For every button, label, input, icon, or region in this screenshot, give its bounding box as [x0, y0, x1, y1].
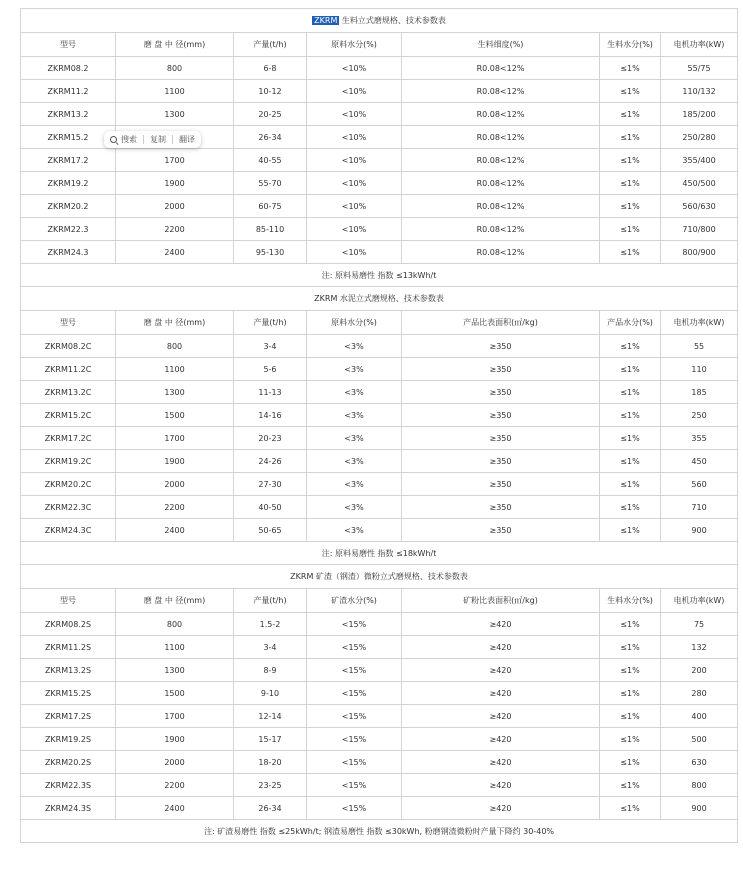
- table-cell: 1700: [116, 149, 234, 172]
- table-cell: ZKRM19.2C: [21, 450, 116, 473]
- table-cell: ZKRM24.3C: [21, 519, 116, 542]
- table-cell: 110/132: [661, 80, 738, 103]
- table-cell: ≤1%: [600, 218, 661, 241]
- table-row: [21, 450, 738, 473]
- table-cell: 800/900: [661, 241, 738, 264]
- table-cell: ≥420: [402, 705, 600, 728]
- table-cell: 800: [116, 335, 234, 358]
- table-cell: 26-34: [234, 797, 307, 820]
- column-header: 型号: [21, 33, 116, 57]
- table-cell: ZKRM11.2: [21, 80, 116, 103]
- table-cell: <10%: [307, 172, 402, 195]
- table-cell: <10%: [307, 218, 402, 241]
- table-cell: ≥350: [402, 358, 600, 381]
- table-row: [21, 613, 738, 636]
- table-cell: ≤1%: [600, 172, 661, 195]
- table-cell: 280: [661, 682, 738, 705]
- table-cell: ≥350: [402, 427, 600, 450]
- table-cell: ≤1%: [600, 519, 661, 542]
- cement-table-note: 注: 原料易磨性 指数 ≤18kWh/t: [21, 542, 738, 565]
- column-header: 磨 盘 中 径(mm): [116, 311, 234, 335]
- table-row: [21, 381, 738, 404]
- table-cell: 1300: [116, 103, 234, 126]
- table-cell: 60-75: [234, 195, 307, 218]
- table-cell: <10%: [307, 149, 402, 172]
- table-row: [21, 473, 738, 496]
- table-cell: 560/630: [661, 195, 738, 218]
- table-cell: 450/500: [661, 172, 738, 195]
- slag-table-note: 注: 矿渣易磨性 指数 ≤25kWh/t; 钢渣易磨性 指数 ≤30kWh, 粉磨钢渣微粉时产量下降约 30-40%: [21, 820, 738, 843]
- table-cell: ≤1%: [600, 682, 661, 705]
- table-cell: 1500: [116, 682, 234, 705]
- table-cell: ≤1%: [600, 728, 661, 751]
- table-cell: ZKRM22.3: [21, 218, 116, 241]
- table-cell: ≥420: [402, 774, 600, 797]
- popup-search-label: 搜索: [121, 135, 137, 144]
- table-cell: ≤1%: [600, 774, 661, 797]
- table-cell: ZKRM13.2: [21, 103, 116, 126]
- table-row: [21, 80, 738, 103]
- table-row: [21, 519, 738, 542]
- table-cell: 1700: [116, 705, 234, 728]
- cement-table-title: ZKRM 水泥立式磨规格、技术参数表: [21, 287, 738, 311]
- table-cell: ≤1%: [600, 751, 661, 774]
- table-cell: 355: [661, 427, 738, 450]
- table-cell: <15%: [307, 774, 402, 797]
- table-cell: 23-25: [234, 774, 307, 797]
- table-cell: 12-14: [234, 705, 307, 728]
- table-row: [21, 57, 738, 80]
- table-cell: 1700: [116, 427, 234, 450]
- column-header: 磨 盘 中 径(mm): [116, 589, 234, 613]
- popup-search-button[interactable]: [110, 134, 137, 145]
- table-cell: ZKRM20.2C: [21, 473, 116, 496]
- table-cell: 55/75: [661, 57, 738, 80]
- column-header: 电机功率(kW): [661, 589, 738, 613]
- table-cell: ≤1%: [600, 659, 661, 682]
- table-cell: R0.08<12%: [402, 57, 600, 80]
- table-cell: 1500: [116, 404, 234, 427]
- table-cell: <15%: [307, 797, 402, 820]
- table-cell: 500: [661, 728, 738, 751]
- table-cell: ZKRM08.2C: [21, 335, 116, 358]
- table-cell: ≥350: [402, 404, 600, 427]
- table-row: [21, 358, 738, 381]
- table-cell: ZKRM13.2C: [21, 381, 116, 404]
- table-cell: R0.08<12%: [402, 172, 600, 195]
- selected-text-highlight: ZKRM: [314, 16, 338, 25]
- table-cell: 10-12: [234, 80, 307, 103]
- table-cell: 185/200: [661, 103, 738, 126]
- table-cell: ≤1%: [600, 149, 661, 172]
- column-header: 电机功率(kW): [661, 33, 738, 57]
- table-cell: 95-130: [234, 241, 307, 264]
- table-cell: <10%: [307, 80, 402, 103]
- table-cell: R0.08<12%: [402, 80, 600, 103]
- table-cell: ≤1%: [600, 335, 661, 358]
- table-cell: 20-25: [234, 103, 307, 126]
- table-row: [21, 636, 738, 659]
- table-cell: 3-4: [234, 636, 307, 659]
- table-cell: 355/400: [661, 149, 738, 172]
- table-cell: ZKRM20.2: [21, 195, 116, 218]
- table-row: [21, 404, 738, 427]
- table-cell: ≤1%: [600, 427, 661, 450]
- table-row: [21, 774, 738, 797]
- table-cell: 1.5-2: [234, 613, 307, 636]
- table-cell: ≤1%: [600, 705, 661, 728]
- table-cell: 40-50: [234, 496, 307, 519]
- slag-table-title: ZKRM 矿渣（钢渣）微粉立式磨规格、技术参数表: [21, 565, 738, 589]
- table-cell: <3%: [307, 496, 402, 519]
- table-cell: 1100: [116, 636, 234, 659]
- table-cell: <15%: [307, 659, 402, 682]
- table-cell: ZKRM08.2: [21, 57, 116, 80]
- table-cell: 185: [661, 381, 738, 404]
- table-cell: 800: [661, 774, 738, 797]
- raw-note-row: [21, 264, 738, 287]
- table-cell: 450: [661, 450, 738, 473]
- table-row: [21, 496, 738, 519]
- popup-copy-button[interactable]: 复制: [150, 135, 166, 144]
- table-cell: ≥350: [402, 473, 600, 496]
- table-cell: 8-9: [234, 659, 307, 682]
- table-cell: R0.08<12%: [402, 103, 600, 126]
- raw-header-row: [21, 33, 738, 57]
- table-cell: 250/280: [661, 126, 738, 149]
- table-cell: 27-30: [234, 473, 307, 496]
- table-cell: 5-6: [234, 358, 307, 381]
- table-cell: ZKRM08.2S: [21, 613, 116, 636]
- popup-translate-button[interactable]: 翻译: [179, 135, 195, 144]
- table-cell: 85-110: [234, 218, 307, 241]
- column-header: 型号: [21, 589, 116, 613]
- table-cell: ZKRM24.3: [21, 241, 116, 264]
- table-cell: ZKRM24.3S: [21, 797, 116, 820]
- table-cell: ≤1%: [600, 496, 661, 519]
- table-cell: 1100: [116, 358, 234, 381]
- text-selection-popup: [104, 131, 201, 148]
- column-header: 原料水分(%): [307, 311, 402, 335]
- table-cell: 250: [661, 404, 738, 427]
- table-cell: ≥420: [402, 613, 600, 636]
- table-title-text: 生料立式磨规格、技术参数表: [339, 16, 446, 25]
- table-cell: 900: [661, 797, 738, 820]
- table-cell: ZKRM15.2: [21, 126, 116, 149]
- table-cell: <3%: [307, 450, 402, 473]
- table-row: [21, 427, 738, 450]
- slag-header-row: [21, 589, 738, 613]
- table-row: [21, 728, 738, 751]
- column-header: 型号: [21, 311, 116, 335]
- table-cell: 800: [116, 57, 234, 80]
- column-header: 磨 盘 中 径(mm): [116, 33, 234, 57]
- table-row: [21, 218, 738, 241]
- table-row: [21, 172, 738, 195]
- table-cell: R0.08<12%: [402, 218, 600, 241]
- table-cell: ≤1%: [600, 241, 661, 264]
- table-row: [21, 195, 738, 218]
- table-cell: 800: [116, 613, 234, 636]
- table-cell: 26-34: [234, 126, 307, 149]
- table-cell: <3%: [307, 519, 402, 542]
- table-cell: R0.08<12%: [402, 126, 600, 149]
- table-row: [21, 241, 738, 264]
- table-row: [21, 797, 738, 820]
- table-cell: ≤1%: [600, 381, 661, 404]
- table-cell: ≥420: [402, 728, 600, 751]
- table-cell: R0.08<12%: [402, 195, 600, 218]
- table-cell: 11-13: [234, 381, 307, 404]
- table-cell: 75: [661, 613, 738, 636]
- table-cell: ZKRM22.3S: [21, 774, 116, 797]
- table-cell: <3%: [307, 427, 402, 450]
- table-cell: 710: [661, 496, 738, 519]
- table-cell: ZKRM11.2S: [21, 636, 116, 659]
- table-cell: <3%: [307, 381, 402, 404]
- table-cell: 560: [661, 473, 738, 496]
- table-cell: ≤1%: [600, 103, 661, 126]
- table-cell: ZKRM17.2C: [21, 427, 116, 450]
- table-cell: 2200: [116, 496, 234, 519]
- table-cell: 2400: [116, 797, 234, 820]
- table-cell: <15%: [307, 613, 402, 636]
- table-cell: 2200: [116, 774, 234, 797]
- table-cell: ZKRM19.2: [21, 172, 116, 195]
- table-cell: ≤1%: [600, 80, 661, 103]
- table-cell: ≤1%: [600, 450, 661, 473]
- column-header: 产量(t/h): [234, 311, 307, 335]
- table-cell: ≥350: [402, 335, 600, 358]
- table-cell: ≥420: [402, 751, 600, 774]
- table-row: [21, 103, 738, 126]
- table-cell: <10%: [307, 57, 402, 80]
- cement-header-row: [21, 311, 738, 335]
- column-header: 生料水分(%): [600, 33, 661, 57]
- popup-divider: [143, 135, 144, 144]
- raw-title-row: [21, 9, 738, 33]
- table-cell: <15%: [307, 636, 402, 659]
- table-cell: 2000: [116, 195, 234, 218]
- table-cell: 9-10: [234, 682, 307, 705]
- table-row: [21, 335, 738, 358]
- table-cell: <3%: [307, 473, 402, 496]
- table-cell: 2400: [116, 241, 234, 264]
- search-icon: [110, 136, 118, 144]
- table-cell: ≤1%: [600, 57, 661, 80]
- table-cell: <15%: [307, 705, 402, 728]
- column-header: 电机功率(kW): [661, 311, 738, 335]
- table-cell: 110: [661, 358, 738, 381]
- table-cell: 400: [661, 705, 738, 728]
- table-cell: R0.08<12%: [402, 149, 600, 172]
- column-header: 产量(t/h): [234, 33, 307, 57]
- table-cell: <15%: [307, 682, 402, 705]
- column-header: 矿粉比表面积(㎡/kg): [402, 589, 600, 613]
- table-cell: ≤1%: [600, 358, 661, 381]
- table-cell: ≤1%: [600, 473, 661, 496]
- table-row: [21, 149, 738, 172]
- table-row: [21, 705, 738, 728]
- column-header: 生料细度(%): [402, 33, 600, 57]
- table-cell: ≥350: [402, 519, 600, 542]
- table-row: [21, 659, 738, 682]
- table-cell: ≤1%: [600, 195, 661, 218]
- table-cell: ≥420: [402, 659, 600, 682]
- table-cell: ≥350: [402, 450, 600, 473]
- table-cell: <3%: [307, 404, 402, 427]
- table-cell: 50-65: [234, 519, 307, 542]
- raw-table-title: [21, 9, 738, 33]
- raw-table-note: 注: 原料易磨性 指数 ≤13kWh/t: [21, 264, 738, 287]
- table-cell: 1900: [116, 728, 234, 751]
- table-cell: ZKRM19.2S: [21, 728, 116, 751]
- table-cell: 40-55: [234, 149, 307, 172]
- column-header: 产量(t/h): [234, 589, 307, 613]
- cement-title-row: [21, 287, 738, 311]
- table-cell: 132: [661, 636, 738, 659]
- table-cell: ZKRM17.2S: [21, 705, 116, 728]
- table-cell: ≤1%: [600, 636, 661, 659]
- table-cell: 2400: [116, 519, 234, 542]
- table-cell: 6-8: [234, 57, 307, 80]
- table-cell: 55: [661, 335, 738, 358]
- table-cell: 1300: [116, 381, 234, 404]
- table-cell: 1900: [116, 172, 234, 195]
- table-cell: <15%: [307, 728, 402, 751]
- column-header: 产品比表面积(㎡/kg): [402, 311, 600, 335]
- table-cell: ≥420: [402, 636, 600, 659]
- table-cell: ≥350: [402, 381, 600, 404]
- table-cell: ZKRM15.2S: [21, 682, 116, 705]
- table-cell: 200: [661, 659, 738, 682]
- slag-note-row: [21, 820, 738, 843]
- table-cell: 2000: [116, 473, 234, 496]
- column-header: 原料水分(%): [307, 33, 402, 57]
- table-cell: 900: [661, 519, 738, 542]
- table-cell: <15%: [307, 751, 402, 774]
- cement-note-row: [21, 542, 738, 565]
- table-cell: <3%: [307, 358, 402, 381]
- table-cell: ≤1%: [600, 404, 661, 427]
- table-cell: 630: [661, 751, 738, 774]
- table-cell: ZKRM15.2C: [21, 404, 116, 427]
- column-header: 矿渣水分(%): [307, 589, 402, 613]
- table-cell: ZKRM11.2C: [21, 358, 116, 381]
- table-row: [21, 751, 738, 774]
- table-cell: ≤1%: [600, 613, 661, 636]
- table-cell: 20-23: [234, 427, 307, 450]
- slag-title-row: [21, 565, 738, 589]
- table-cell: <3%: [307, 335, 402, 358]
- table-cell: ZKRM13.2S: [21, 659, 116, 682]
- table-cell: <10%: [307, 103, 402, 126]
- table-cell: 3-4: [234, 335, 307, 358]
- table-cell: 55-70: [234, 172, 307, 195]
- table-cell: ZKRM22.3C: [21, 496, 116, 519]
- table-cell: ≥350: [402, 496, 600, 519]
- table-cell: 1100: [116, 80, 234, 103]
- table-cell: 24-26: [234, 450, 307, 473]
- table-row: [21, 682, 738, 705]
- table-cell: ≥420: [402, 682, 600, 705]
- column-header: 产品水分(%): [600, 311, 661, 335]
- table-cell: 2200: [116, 218, 234, 241]
- table-cell: <10%: [307, 195, 402, 218]
- popup-divider: [172, 135, 173, 144]
- table-cell: 1300: [116, 659, 234, 682]
- table-cell: ≤1%: [600, 126, 661, 149]
- table-cell: ≤1%: [600, 797, 661, 820]
- column-header: 生料水分(%): [600, 589, 661, 613]
- table-cell: 2000: [116, 751, 234, 774]
- table-cell: ZKRM17.2: [21, 149, 116, 172]
- table-cell: 15-17: [234, 728, 307, 751]
- table-cell: R0.08<12%: [402, 241, 600, 264]
- table-cell: 18-20: [234, 751, 307, 774]
- table-cell: 14-16: [234, 404, 307, 427]
- table-cell: <10%: [307, 241, 402, 264]
- table-cell: <10%: [307, 126, 402, 149]
- table-cell: ≥420: [402, 797, 600, 820]
- table-cell: 1900: [116, 450, 234, 473]
- table-cell: 710/800: [661, 218, 738, 241]
- table-cell: ZKRM20.2S: [21, 751, 116, 774]
